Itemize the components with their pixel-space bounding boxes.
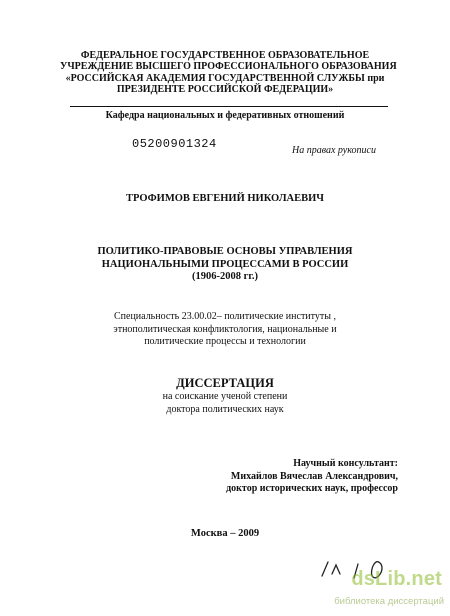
manuscript-note: На правах рукописи — [292, 145, 376, 156]
specialty-line: Специальность 23.00.02– политические институты , — [114, 311, 336, 322]
watermark-logo: dsLib.net — [351, 568, 442, 590]
title-line: ПОЛИТИКО-ПРАВОВЫЕ ОСНОВЫ УПРАВЛЕНИЯ — [97, 246, 353, 257]
dissertation-title — [0, 246, 450, 284]
header-divider — [70, 106, 388, 107]
degree-line: на соискание ученой степени — [162, 391, 288, 402]
city-year: Москва – 2009 — [190, 528, 260, 539]
consultant-label: Научный консультант: — [293, 458, 398, 469]
consultant-degree: доктор исторических наук, профессор — [226, 483, 398, 494]
institution-line: «РОССИЙСКАЯ АКАДЕМИЯ ГОСУДАРСТВЕННОЙ СЛУЖБЫ при — [65, 72, 385, 84]
specialty-block — [0, 311, 450, 349]
degree-line: доктора политических наук — [166, 403, 284, 415]
title-line: НАЦИОНАЛЬНЫМИ ПРОЦЕССАМИ В РОССИИ — [101, 258, 349, 270]
institution-line: УЧРЕЖДЕНИЕ ВЫСШЕГО ПРОФЕССИОНАЛЬНОГО ОБРАЗОВАНИЯ — [60, 61, 397, 73]
department-name: Кафедра национальных и федеративных отношений — [105, 110, 345, 121]
watermark — [318, 568, 450, 614]
specialty-line: этнополитическая конфликтология, национальные и — [113, 323, 337, 335]
consultant-block — [198, 458, 398, 496]
dissertation-heading: ДИССЕРТАЦИЯ — [176, 376, 274, 390]
institution-header — [60, 50, 397, 96]
dissertation-degree — [0, 391, 450, 416]
registration-number: 05200901324 — [132, 137, 217, 151]
specialty-line: политические процессы и технологии — [144, 336, 306, 347]
consultant-name: Михайлов Вячеслав Александрович, — [230, 470, 398, 482]
institution-line: ПРЕЗИДЕНТЕ РОССИЙСКОЙ ФЕДЕРАЦИИ» — [116, 84, 334, 96]
author-name: ТРОФИМОВ ЕВГЕНИЙ НИКОЛАЕВИЧ — [126, 193, 324, 204]
institution-line: ФЕДЕРАЛЬНОЕ ГОСУДАРСТВЕННОЕ ОБРАЗОВАТЕЛЬНОЕ — [80, 50, 370, 61]
watermark-caption: библиотека диссертаций — [334, 596, 444, 607]
title-years: (1906-2008 гг.) — [191, 271, 259, 282]
